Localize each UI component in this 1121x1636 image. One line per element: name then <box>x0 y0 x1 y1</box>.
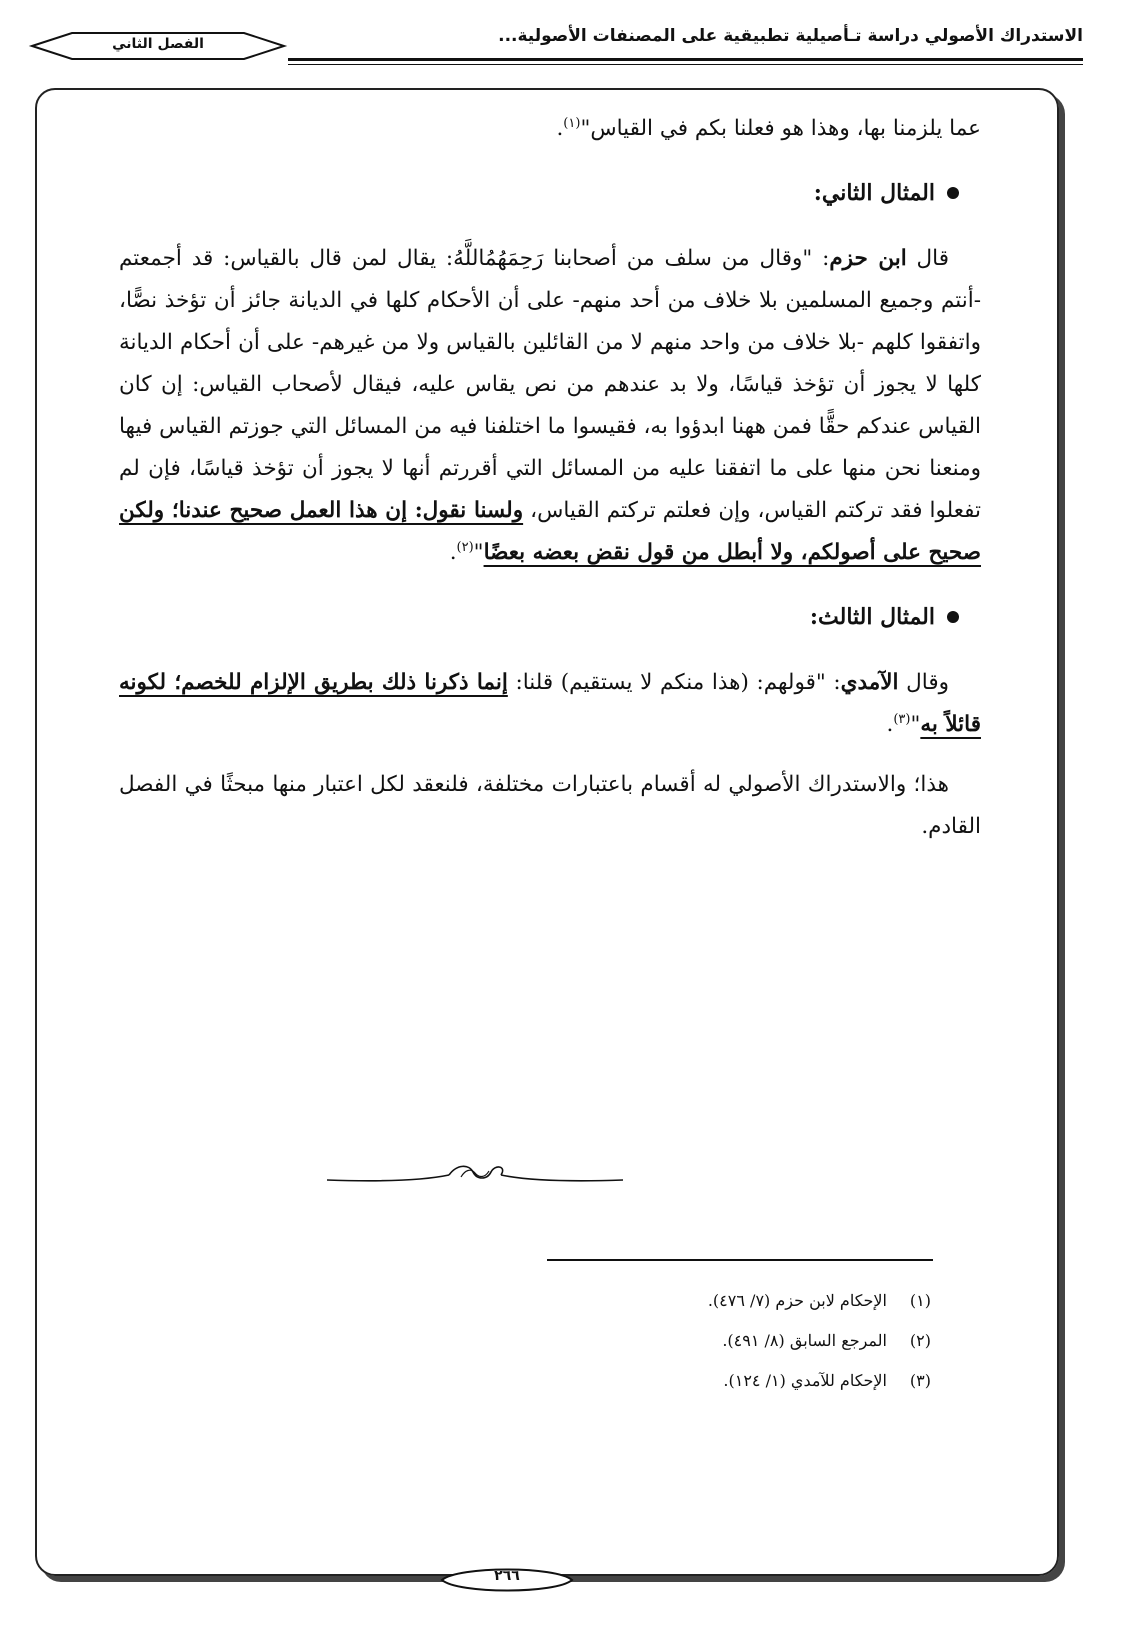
paragraph-3: وقال الآمدي: "قولهم: (هذا منكم لا يستقيم) قلنا: إنما ذكرنا ذلك بطريق الإلزام للخصم؛ لكونه قائلاً به"$^{(٣)}$. <box>119 670 981 737</box>
paragraph-1: عما يلزمنا بها، وهذا هو فعلنا بكم في القياس"$^{(١)}$. <box>556 115 981 141</box>
ornament-divider <box>325 1158 625 1192</box>
author-amidi: الآمدي <box>840 670 899 695</box>
example-2-heading <box>119 172 981 214</box>
main-content <box>119 108 981 848</box>
ornament-icon <box>325 1158 625 1188</box>
footnote-item <box>708 1361 931 1401</box>
example-3-heading <box>119 596 981 638</box>
footnote-ref-1: (١) <box>563 115 581 131</box>
page-number-text: ٢٦٦ <box>494 1568 520 1584</box>
footnote-number: (٢) <box>909 1331 931 1350</box>
footnote-item <box>708 1281 931 1321</box>
chapter-tab <box>28 30 288 62</box>
p2-intro: قال <box>906 246 949 271</box>
page-number <box>438 1563 576 1597</box>
example-3-heading-text: المثال الثالث: <box>809 604 935 630</box>
footnote-separator <box>547 1259 933 1261</box>
header-rule-thick <box>288 58 1083 61</box>
running-title: الاستدراك الأصولي دراسة تـأصيلية تطبيقية على المصنفات الأصولية... <box>498 26 1083 46</box>
footnote-number: (١) <box>909 1291 931 1310</box>
paragraph-2: قال ابن حزم: "وقال من سلف من أصحابنا رَحِمَهُمُاللَّهُ: يقال لمن قال بالقياس: قد أجمعتم -أنتم وجميع المسلمين بلا خلاف من أحد منهم- على أن الأحكام كلها في الديانة جائز أن تؤخذ نصًّا، واتفقوا كلهم -بلا خلاف من واحد منهم لا من القائلين بالقياس ولا من غيرهم- على أن أحكام الديانة كلها لا يجوز أن تؤخذ قياسًا، ولا بد عندهم من نص يقاس عليه، فيقال لأصحاب القياس: إن كان القياس عندكم حقًّا فمن ههنا ابدؤوا به، فقيسوا ما اختلفنا فيه من المسائل التي جوزتم القياس فيها ومنعنا نحن منها على ما اتفقنا عليه من المسائل التي أقررتم أنها لا يجوز أن تؤخذ قياسًا، فإن لم تفعلوا فقد تركتم القياس، وإن فعلتم تركتم القياس، ولسنا نقول: إن هذا العمل صحيح عندنا؛ ولكن صحيح على أصولكم، ولا أبطل من قول نقض بعضه بعضًا"$^{(٢)}$. <box>119 246 981 565</box>
p3-intro: وقال <box>898 670 949 695</box>
bullet-icon <box>947 611 959 623</box>
p3-quote: : "قولهم: (هذا منكم لا يستقيم) قلنا: <box>507 670 841 695</box>
footnote-text: الإحكام للآمدي (١/ ١٢٤). <box>723 1371 887 1390</box>
author-ibn-hazm: ابن حزم <box>829 246 907 271</box>
bullet-icon <box>947 187 959 199</box>
paragraph-1-text: عما يلزمنا بها، وهذا هو فعلنا بكم في القياس" <box>580 116 981 141</box>
p3-close: " <box>910 712 921 737</box>
paragraph-4: هذا؛ والاستدراك الأصولي له أقسام باعتبارات مختلفة، فلنعقد لكل اعتبار منها مبحثًا في الفصل القادم. <box>119 772 981 839</box>
p2-close: " <box>473 540 484 565</box>
p2-emphasis: ولسنا نقول: إن هذا العمل صحيح عندنا؛ ولكن صحيح على أصولكم، ولا أبطل من قول نقض بعضه بعضًا <box>119 498 981 565</box>
example-2-heading-text: المثال الثاني: <box>813 180 935 206</box>
footnote-ref-3: (٣) <box>893 711 911 727</box>
footnote-text: الإحكام لابن حزم (٧/ ٤٧٦). <box>707 1291 887 1310</box>
footnotes <box>708 1281 931 1401</box>
footnote-text: المرجع السابق (٨/ ٤٩١). <box>722 1331 887 1350</box>
p2-quote: : "وقال من سلف من أصحابنا رَحِمَهُمُاللَّهُ: يقال لمن قال بالقياس: قد أجمعتم -أنتم وجميع المسلمين بلا خلاف من أحد منهم- على أن الأحكام كلها في الديانة جائز أن تؤخذ نصًّا، واتفقوا كلهم -بلا خلاف من واحد منهم لا من القائلين بالقياس ولا من غيرهم- على أن أحكام الديانة كلها لا يجوز أن تؤخذ قياسًا، ولا بد عندهم من نص يقاس عليه، فيقال لأصحاب القياس: إن كان القياس عندكم حقًّا فمن ههنا ابدؤوا به، فقيسوا ما اختلفنا فيه من المسائل التي جوزتم القياس فيها ومنعنا نحن منها على ما اتفقنا عليه من المسائل التي أقررتم أنها لا يجوز أن تؤخذ قياسًا، فإن لم تفعلوا فقد تركتم القياس، وإن فعلتم تركتم القياس، <box>119 246 981 523</box>
header-rule-thin <box>288 64 1083 65</box>
chapter-label: الفصل الثاني <box>112 36 204 52</box>
p3-emphasis: إنما ذكرنا ذلك بطريق الإلزام للخصم؛ لكونه قائلاً به <box>119 670 981 737</box>
footnote-item <box>708 1321 931 1361</box>
footnote-ref-2: (٢) <box>456 539 474 555</box>
footnote-number: (٣) <box>909 1371 931 1390</box>
